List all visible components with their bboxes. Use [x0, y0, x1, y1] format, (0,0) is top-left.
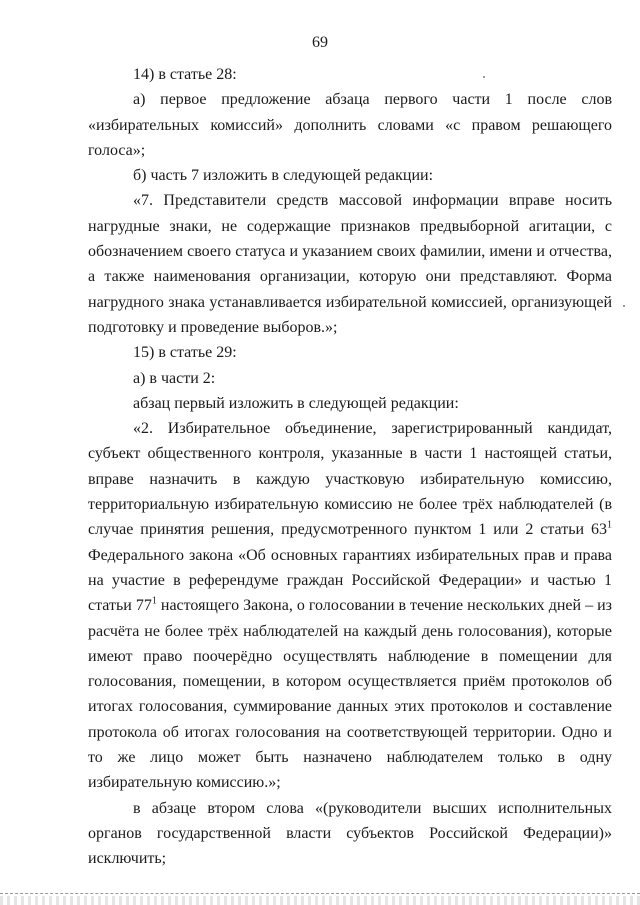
paragraph-part-2	[88, 416, 612, 795]
scan-speck	[483, 76, 485, 78]
part-2-text-a: «2. Избирательное объединение, зарегистрированный кандидат, субъект общественного контроля, указанные в части 1 настоящей статьи, вправе назначить в каждую участковую избирательную комиссию, территориальную избирательную комиссию не более трёх наблюдателей (в случае принятия решения, предусмотренного пунктом 1 или 2 статьи 63	[88, 420, 612, 539]
superscript-1-a: 1	[607, 520, 612, 532]
part-2-text-b: Федерального закона «Об основных гарантиях избирательных прав и права на участие в референдуме граждан Российской Федерации» и частью 1 статьи 77	[88, 546, 612, 615]
paragraph-article-28: 14) в статье 28:	[133, 66, 237, 83]
page-number: 69	[312, 34, 328, 51]
scan-bottom-artifact	[0, 896, 640, 905]
scan-speck	[623, 305, 625, 307]
paragraph-first-abzac: абзац первый изложить в следующей редакции:	[133, 394, 459, 412]
document-body	[88, 62, 612, 872]
part-2-text-c: настоящего Закона, о голосовании в течение нескольких дней – из расчёта не более трёх наблюдателей на каждый день голосования), которые имеют право поочерёдно осуществлять наблюдение в помещении для голосования, помещении, в котором осуществляется приём протоколов об итогах голосования, суммирование данных этих протоколов и составление протокола об итогах голосования на соответствующей территории. Одно и то же лицо может быть назначено наблюдателем только в одну избирательную комиссию.»;	[88, 597, 613, 792]
page-bottom-edge	[0, 893, 640, 894]
paragraph-28-b: б) часть 7 изложить в следующей редакции:	[133, 167, 434, 185]
paragraph-part-7: «7. Представители средств массовой информации вправе носить нагрудные знаки, не содержащие признаков предвыборной агитации, с обозначением своего статуса и указанием своих фамилии, имени и отчества, а также наименования организации, которую они представляют. Форма нагрудного знака устанавливается избирательной комиссией, организующей подготовку и проведение выборов.»;	[88, 192, 612, 336]
superscript-1-b: 1	[151, 595, 157, 607]
paragraph-second-abzac: в абзаце втором слова «(руководители высших исполнительных органов государственной власти субъектов Российской Федерации)» исключить;	[88, 799, 612, 868]
paragraph-article-29: 15) в статье 29:	[133, 344, 237, 362]
paragraph-28-a: а) первое предложение абзаца первого части 1 после слов «избирательных комиссий» дополнить словами «с правом решающего голоса»;	[88, 91, 612, 159]
paragraph-29-a: а) в части 2:	[133, 369, 216, 387]
